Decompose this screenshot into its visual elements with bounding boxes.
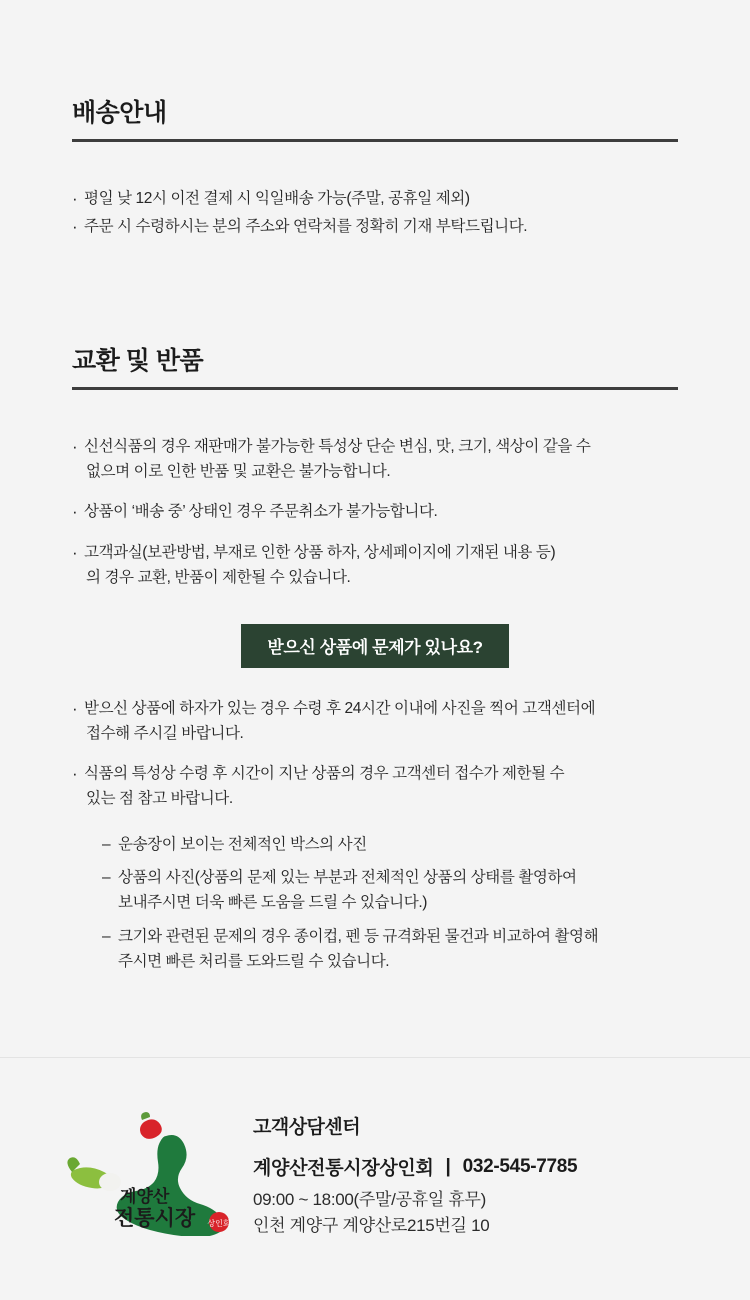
shipping-item-1-text: 주문 시 수령하시는 분의 주소와 연락처를 정확히 기재 부탁드립니다. [84,218,528,236]
exchange-item-0-line1: 신선식품의 경우 재판매가 불가능한 특성상 단순 변심, 맛, 크기, 색상이 같을 수 [84,438,591,456]
separator: | [445,1155,451,1177]
problem-item-0-line1: 받으신 상품에 하자가 있는 경우 수령 후 24시간 이내에 사진을 찍어 고객센터에 [84,699,596,717]
problem-sub-1-line1: 상품의 사진(상품의 문제 있는 부분과 전체적인 상품의 상태를 촬영하여 [118,869,577,887]
problem-bullet-list [72,696,678,811]
problem-sub-2-line1: 크기와 관련된 문제의 경우 종이컵, 펜 등 규격화된 물건과 비교하여 촬영해 [118,927,599,945]
list-item [102,865,678,915]
top-spacer [72,0,678,93]
logo-text-top: 계양산 [120,1187,170,1206]
phone-number[interactable]: 032-545-7785 [462,1155,578,1177]
exchange-item-2-line1: 고객과실(보관방법, 부재로 인한 상품 하자, 상세페이지에 기재된 내용 등) [84,543,556,561]
page-title-exchange: 교환 및 반품 [72,347,204,376]
list-item [72,434,678,484]
list-item [72,214,678,239]
exchange-item-2-line2: 의 경우 교환, 반품이 제한될 수 있습니다. [86,568,351,586]
problem-sub-list [72,832,678,974]
section-problem [72,696,678,974]
exchange-item-0-line2: 없으며 이로 인한 반품 및 교환은 불가능합니다. [86,463,391,481]
org-name: 계양산전통시장상인회 [253,1158,434,1179]
exchange-bullet-list [72,434,678,590]
business-hours: 09:00 ~ 18:00(주말/공휴일 휴무) [253,1190,486,1209]
problem-sub-0-line1: 운송장이 보이는 전체적인 박스의 사진 [118,836,367,854]
logo [58,1106,243,1236]
list-item [72,761,678,811]
cs-center-title: 고객상담센터 [253,1117,361,1138]
footer-contact [243,1106,577,1240]
section-exchange-return [72,341,678,590]
list-item [72,186,678,211]
status-badge-problem: 받으신 상품에 문제가 있나요? [241,624,508,668]
list-item [72,696,678,746]
page-title-shipping: 배송안내 [72,99,167,127]
problem-item-1-line2: 있는 점 참고 바랍니다. [86,790,233,808]
list-item [72,499,678,524]
section-shipping [72,93,678,239]
logo-badge-text: 상인회 [207,1219,231,1228]
footer-inner [0,1058,750,1240]
list-item [102,924,678,974]
shipping-item-0-text: 평일 낮 12시 이전 결제 시 익일배송 가능(주말, 공휴일 제외) [84,190,470,207]
problem-sub-2-line2: 주시면 빠른 처리를 도와드릴 수 있습니다. [118,952,390,970]
list-item [102,832,678,857]
address: 인천 계양구 계양산로215번길 10 [253,1216,490,1236]
exchange-item-1-line1: 상품이 ‘배송 중’ 상태인 경우 주문취소가 불가능합니다. [84,503,438,521]
shipping-bullet-list [72,186,678,239]
problem-item-1-line1: 식품의 특성상 수령 후 시간이 지난 상품의 경우 고객센터 접수가 제한될 수 [84,764,565,782]
footer [0,1057,750,1300]
list-item [72,540,678,590]
section-spacer-1 [72,242,678,341]
problem-item-0-line2: 접수해 주시길 바랍니다. [86,724,244,742]
problem-banner-wrap [72,624,678,668]
cs-org-line [253,1153,577,1180]
logo-text-bottom: 전통시장 [114,1207,196,1230]
market-logo-icon [58,1106,243,1236]
problem-sub-1-line2: 보내주시면 더욱 빠른 도움을 드릴 수 있습니다.) [118,894,427,912]
